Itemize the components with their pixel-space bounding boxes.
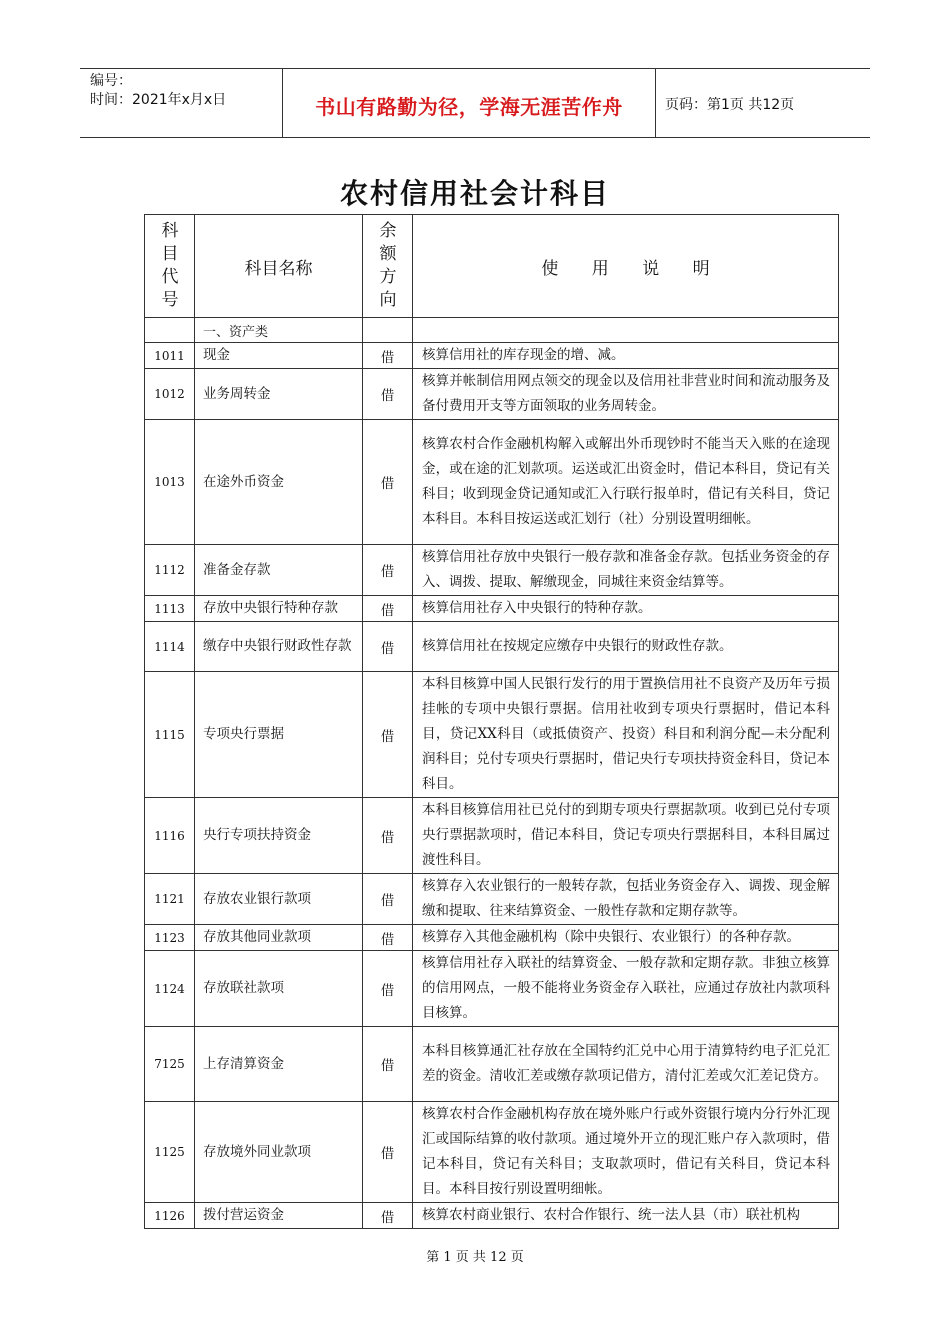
balance-direction: 借 xyxy=(363,596,413,622)
usage-description: 核算信用社存入中央银行的特种存款。 xyxy=(413,596,839,622)
accounts-table xyxy=(144,214,839,1229)
usage-description: 核算农村商业银行、农村合作银行、统一法人县（市）联社机构 xyxy=(413,1203,839,1229)
usage-description: 本科目核算中国人民银行发行的用于置换信用社不良资产及历年亏损挂帐的专项中央银行票据。信用社收到专项央行票据时，借记本科目，贷记XX科目（或抵债资产、投资）科目和利润分配—未分配利润科目；兑付专项央行票据时，借记央行专项扶持资金科目，贷记本科目。 xyxy=(413,672,839,798)
balance-direction: 借 xyxy=(363,798,413,874)
header-name: 科目名称 xyxy=(195,215,363,318)
usage-description: 核算信用社存入联社的结算资金、一般存款和定期存款。非独立核算的信用网点，一般不能将业务资金存入联社，应通过存放社内款项科目核算。 xyxy=(413,951,839,1027)
balance-direction: 借 xyxy=(363,1203,413,1229)
balance-direction: 借 xyxy=(363,925,413,951)
table-header-row xyxy=(145,215,839,318)
account-name: 专项央行票据 xyxy=(195,672,363,798)
usage-description: 核算农村合作金融机构解入或解出外币现钞时不能当天入账的在途现金，或在途的汇划款项。运送或汇出资金时，借记本科目，贷记有关科目；收到现金贷记通知或汇入行联行报单时，借记有关科目，贷记本科目。本科目按运送或汇划行（社）分别设置明细帐。 xyxy=(413,420,839,545)
usage-description: 核算信用社在按规定应缴存中央银行的财政性存款。 xyxy=(413,622,839,672)
account-code: 1123 xyxy=(145,925,195,951)
document-header xyxy=(80,68,870,138)
account-name: 在途外币资金 xyxy=(195,420,363,545)
account-code: 1011 xyxy=(145,343,195,369)
table-row xyxy=(145,874,839,925)
account-code: 1012 xyxy=(145,369,195,420)
header-code: 科 目 代 号 xyxy=(145,215,195,318)
page-info: 页码：第1页 共12页 xyxy=(665,97,795,113)
table-row xyxy=(145,545,839,596)
usage-description: 核算信用社的库存现金的增、减。 xyxy=(413,343,839,369)
number-label: 编号： xyxy=(90,73,132,89)
header-desc: 使 用 说 明 xyxy=(413,215,839,318)
balance-direction: 借 xyxy=(363,343,413,369)
header-direction: 余 额 方 向 xyxy=(363,215,413,318)
balance-direction: 借 xyxy=(363,369,413,420)
usage-description: 核算存入农业银行的一般转存款，包括业务资金存入、调拨、现金解缴和提取、往来结算资金、一般性存款和定期存款等。 xyxy=(413,874,839,925)
category-row xyxy=(145,318,839,343)
table-row xyxy=(145,596,839,622)
table-row xyxy=(145,672,839,798)
balance-direction: 借 xyxy=(363,545,413,596)
table-row xyxy=(145,798,839,874)
account-code: 1124 xyxy=(145,951,195,1027)
account-name: 央行专项扶持资金 xyxy=(195,798,363,874)
table-row xyxy=(145,951,839,1027)
account-code: 1013 xyxy=(145,420,195,545)
account-code: 1112 xyxy=(145,545,195,596)
account-name: 业务周转金 xyxy=(195,369,363,420)
balance-direction: 借 xyxy=(363,874,413,925)
page-title: 农村信用社会计科目 xyxy=(339,177,610,210)
usage-description: 核算农村合作金融机构存放在境外账户行或外资银行境内分行外汇现汇或国际结算的收付款项。通过境外开立的现汇账户存入款项时，借记本科目，贷记有关科目；支取款项时，借记有关科目，贷记本科目。本科目按行别设置明细帐。 xyxy=(413,1102,839,1203)
category-label: 一、资产类 xyxy=(195,318,363,343)
account-code: 1126 xyxy=(145,1203,195,1229)
table-row xyxy=(145,1027,839,1102)
usage-description: 本科目核算信用社已兑付的到期专项央行票据款项。收到已兑付专项央行票据款项时，借记本科目，贷记专项央行票据科目，本科目属过渡性科目。 xyxy=(413,798,839,874)
usage-description: 核算信用社存放中央银行一般存款和准备金存款。包括业务资金的存入、调拨、提取、解缴现金，同城往来资金结算等。 xyxy=(413,545,839,596)
account-code: 1113 xyxy=(145,596,195,622)
account-name: 存放境外同业款项 xyxy=(195,1102,363,1203)
table-row xyxy=(145,1102,839,1203)
header-motto-cell xyxy=(282,69,656,137)
header-page-cell xyxy=(655,69,870,137)
account-code: 1121 xyxy=(145,874,195,925)
table-row xyxy=(145,925,839,951)
time-label: 时间：2021年x月x日 xyxy=(90,92,227,108)
header-meta xyxy=(80,69,282,137)
account-name: 准备金存款 xyxy=(195,545,363,596)
usage-description: 核算并帐制信用网点领交的现金以及信用社非营业时间和流动服务及备付费用开支等方面领取的业务周转金。 xyxy=(413,369,839,420)
account-code: 7125 xyxy=(145,1027,195,1102)
balance-direction: 借 xyxy=(363,672,413,798)
account-name: 存放农业银行款项 xyxy=(195,874,363,925)
account-code: 1115 xyxy=(145,672,195,798)
usage-description: 本科目核算通汇社存放在全国特约汇兑中心用于清算特约电子汇兑汇差的资金。清收汇差或缴存款项记借方，清付汇差或欠汇差记贷方。 xyxy=(413,1027,839,1102)
balance-direction: 借 xyxy=(363,1027,413,1102)
account-code: 1125 xyxy=(145,1102,195,1203)
balance-direction: 借 xyxy=(363,951,413,1027)
table-row xyxy=(145,622,839,672)
account-name: 拨付营运资金 xyxy=(195,1203,363,1229)
balance-direction: 借 xyxy=(363,420,413,545)
account-code: 1114 xyxy=(145,622,195,672)
account-name: 上存清算资金 xyxy=(195,1027,363,1102)
page-footer: 第 1 页 共 12 页 xyxy=(426,1250,524,1265)
account-name: 存放中央银行特种存款 xyxy=(195,596,363,622)
usage-description: 核算存入其他金融机构（除中央银行、农业银行）的各种存款。 xyxy=(413,925,839,951)
table-row xyxy=(145,420,839,545)
table-row xyxy=(145,369,839,420)
table-row xyxy=(145,1203,839,1229)
table-row xyxy=(145,343,839,369)
account-code: 1116 xyxy=(145,798,195,874)
account-name: 缴存中央银行财政性存款 xyxy=(195,622,363,672)
balance-direction: 借 xyxy=(363,622,413,672)
account-name: 现金 xyxy=(195,343,363,369)
motto: 书山有路勤为径，学海无涯苦作舟 xyxy=(315,95,623,119)
balance-direction: 借 xyxy=(363,1102,413,1203)
account-name: 存放联社款项 xyxy=(195,951,363,1027)
account-name: 存放其他同业款项 xyxy=(195,925,363,951)
